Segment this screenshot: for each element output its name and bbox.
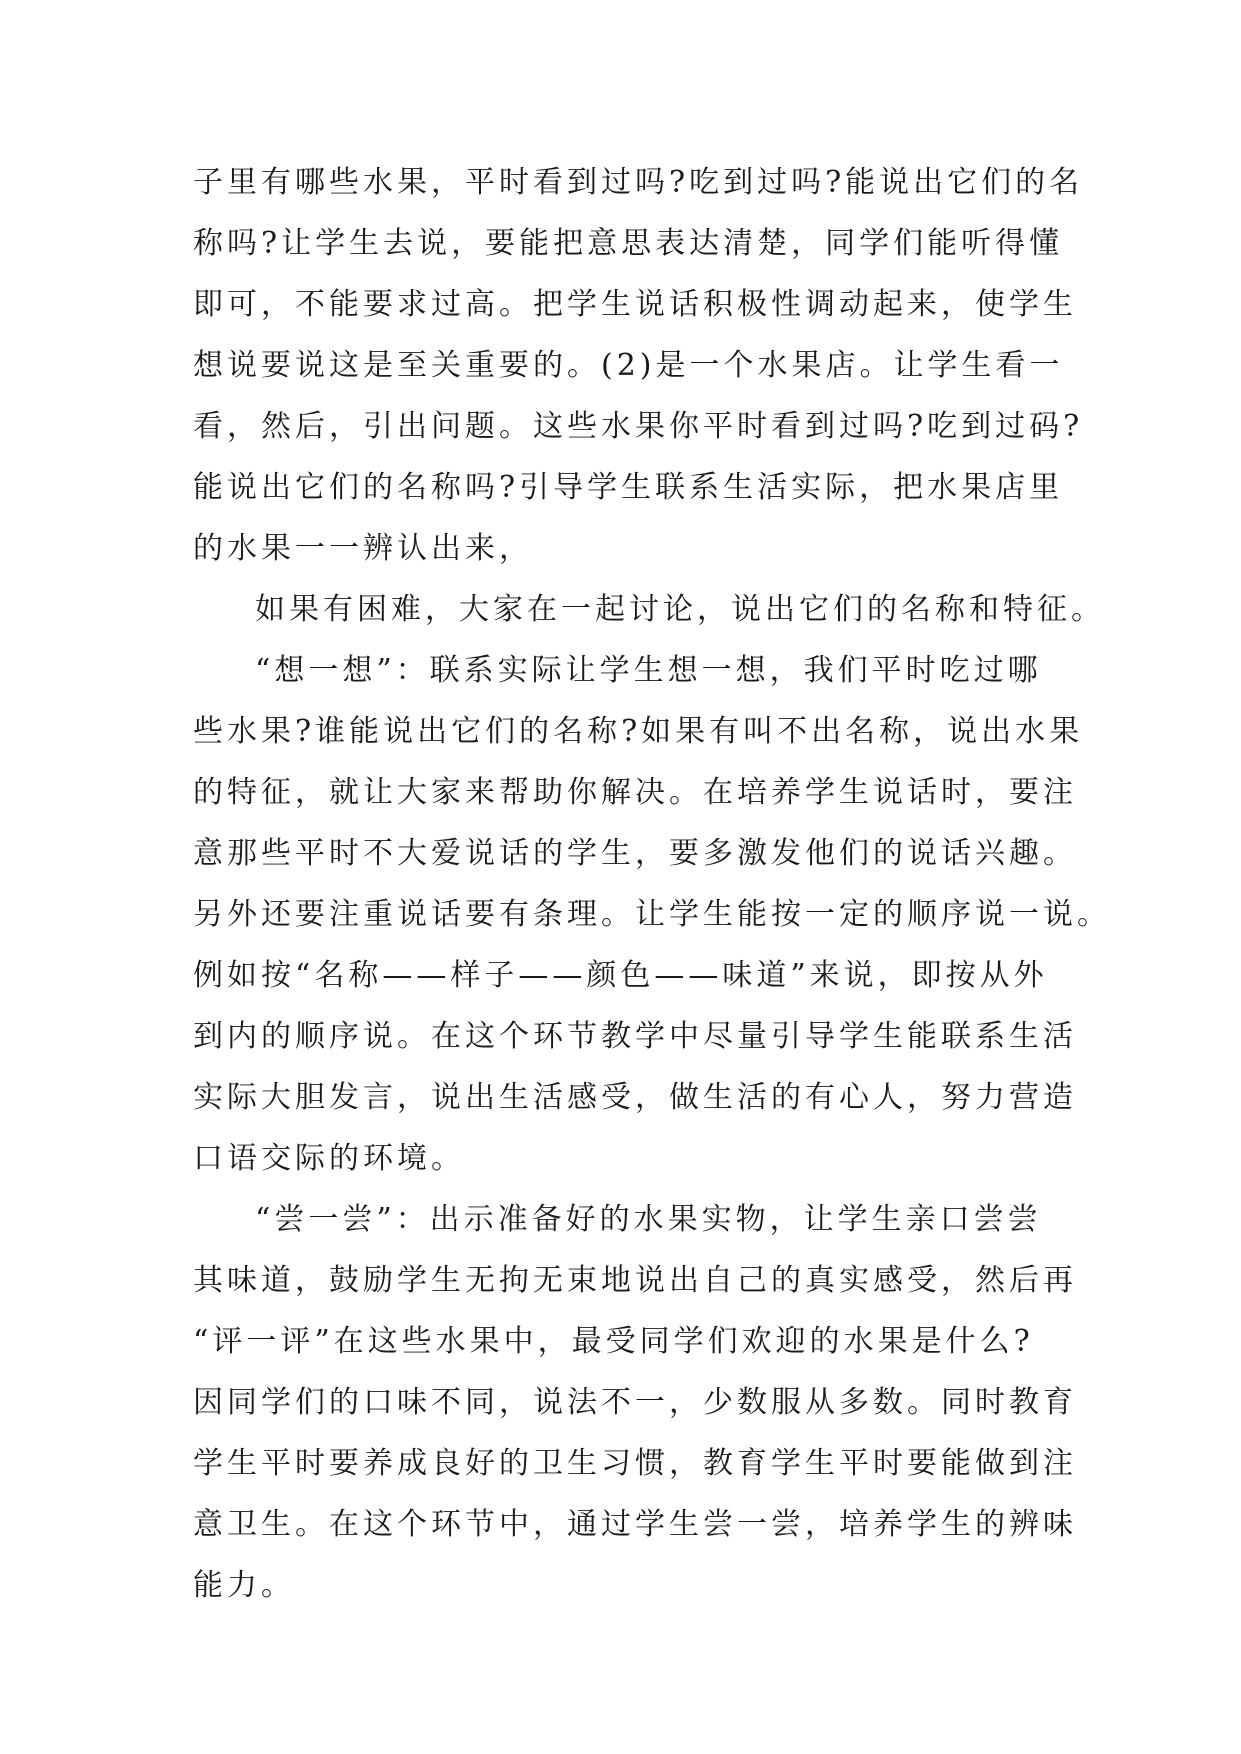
text-line: 口语交际的环境。 [193,1141,465,1176]
text-line: 的特征，就让大家来帮助你解决。在培养学生说话时，要注 [193,775,1077,810]
text-line: 能说出它们的名称吗?引导学生联系生活实际，把水果店里 [193,470,1064,505]
text-line: 学生平时要养成良好的卫生习惯，教育学生平时要能做到注 [193,1446,1077,1481]
text-line: “想一想”：联系实际让学生想一想，我们平时吃过哪 [255,653,1042,688]
body-text [193,152,1111,1616]
text-line: 些水果?谁能说出它们的名称?如果有叫不出名称，说出水果 [193,714,1084,749]
text-line: 实际大胆发言，说出生活感受，做生活的有心人，努力营造 [193,1080,1077,1115]
text-line: “评一评”在这些水果中，最受同学们欢迎的水果是什么? [193,1324,1034,1359]
text-line: 看，然后，引出问题。这些水果你平时看到过吗?吃到过码? [193,409,1084,444]
text-line: 例如按“名称——样子——颜色——味道”来说，即按从外 [193,958,1048,993]
text-line: 子里有哪些水果，平时看到过吗?吃到过吗?能说出它们的名 [193,165,1084,200]
text-line: 想说要说这是至关重要的。(2)是一个水果店。让学生看一 [193,348,1064,383]
text-line: 因同学们的口味不同，说法不一，少数服从多数。同时教育 [193,1385,1077,1420]
text-line: 如果有困难，大家在一起讨论，说出它们的名称和特征。 [255,592,1105,627]
text-line: 的水果一一辨认出来， [193,531,533,566]
text-line: 意卫生。在这个环节中，通过学生尝一尝，培养学生的辨味 [193,1507,1077,1542]
text-line: 意那些平时不大爱说话的学生，要多激发他们的说话兴趣。 [193,836,1077,871]
text-line: 其味道，鼓励学生无拘无束地说出自己的真实感受，然后再 [193,1263,1077,1298]
text-line: “尝一尝”：出示准备好的水果实物，让学生亲口尝尝 [255,1202,1042,1237]
text-line: 即可，不能要求过高。把学生说话积极性调动起来，使学生 [193,287,1077,322]
text-line: 另外还要注重说话要有条理。让学生能按一定的顺序说一说。 [193,897,1111,932]
text-line: 称吗?让学生去说，要能把意思表达清楚，同学们能听得懂 [193,226,1064,261]
text-line: 能力。 [193,1568,295,1603]
text-line: 到内的顺序说。在这个环节教学中尽量引导学生能联系生活 [193,1019,1077,1054]
